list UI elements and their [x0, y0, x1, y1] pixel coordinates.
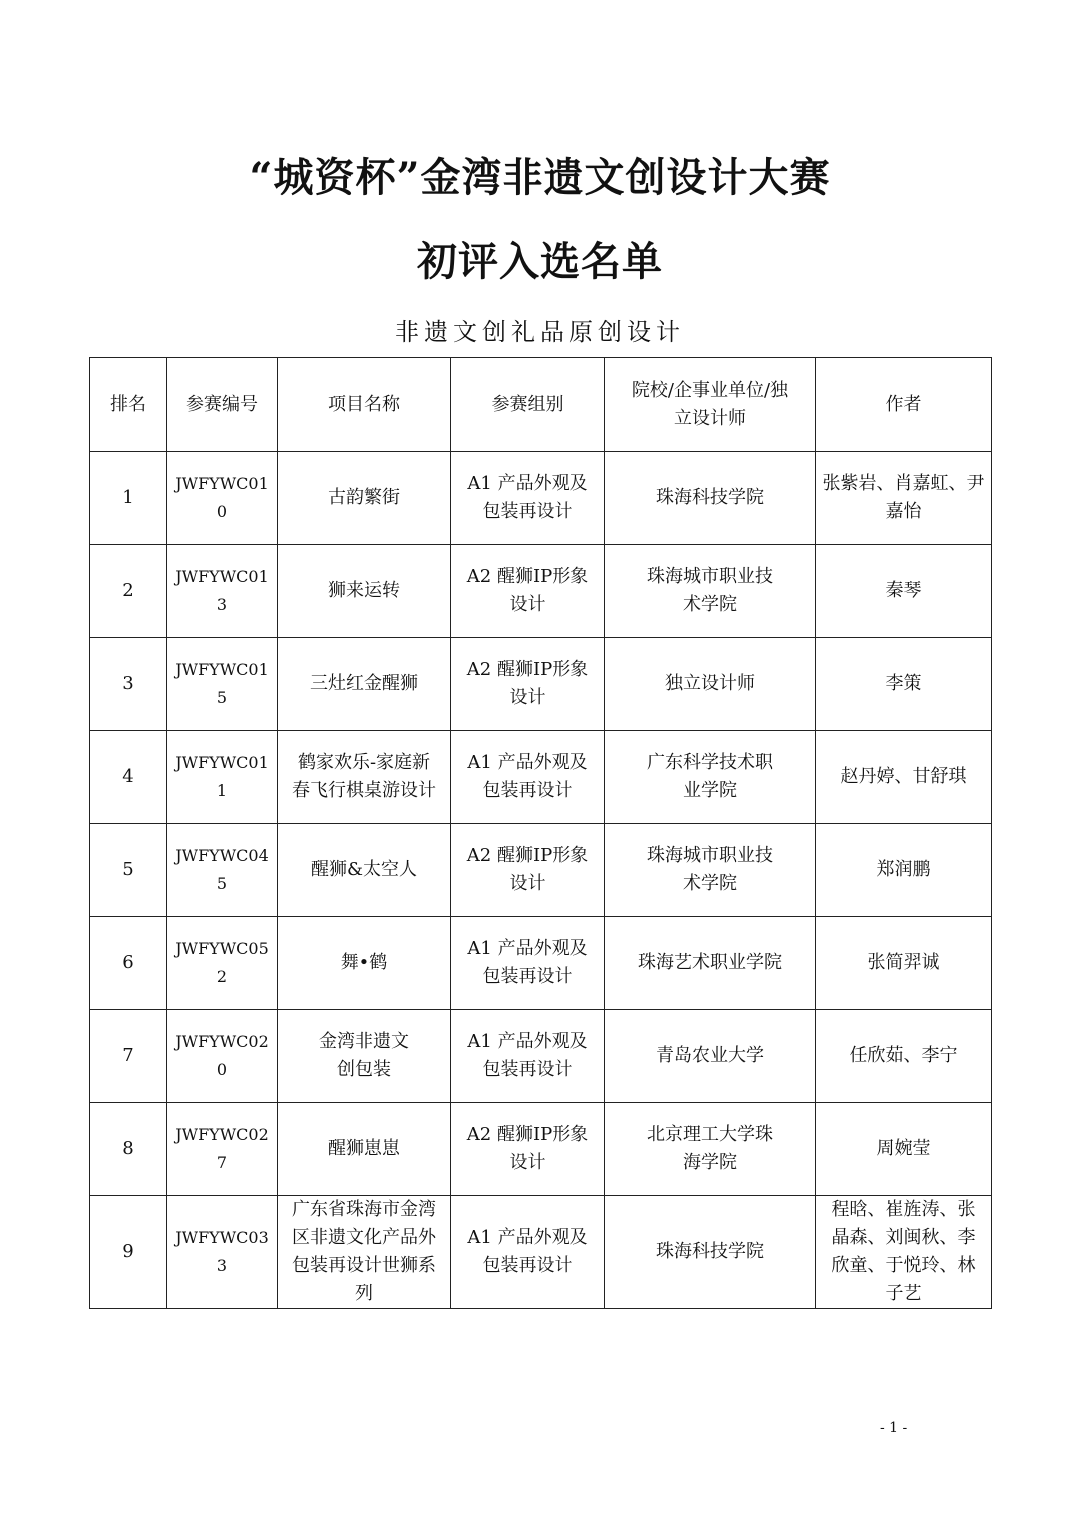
cell-code: JWFYWC010: [167, 452, 278, 545]
table-row: [90, 1196, 992, 1309]
cell-group: A1 产品外观及包装再设计: [451, 917, 605, 1010]
cell-project: 醒狮崽崽: [278, 1103, 451, 1196]
cell-institution: 珠海城市职业技术学院: [605, 824, 816, 917]
cell-rank: 9: [90, 1196, 167, 1309]
category-heading: 非遗文创礼品原创设计: [395, 318, 685, 346]
cell-author: 赵丹婷、甘舒琪: [816, 731, 992, 824]
cell-project: 古韵繁街: [278, 452, 451, 545]
cell-rank: 5: [90, 824, 167, 917]
cell-institution: 青岛农业大学: [605, 1010, 816, 1103]
cell-project: 广东省珠海市金湾区非遗文化产品外包装再设计世狮系列: [278, 1196, 451, 1309]
header-author: 作者: [816, 358, 992, 452]
cell-group: A1 产品外观及包装再设计: [451, 1196, 605, 1309]
table-row: [90, 1103, 992, 1196]
cell-institution: 珠海艺术职业学院: [605, 917, 816, 1010]
cell-rank: 3: [90, 638, 167, 731]
document-title: “城资杯”金湾非遗文创设计大赛: [249, 154, 831, 201]
cell-author: 郑润鹏: [816, 824, 992, 917]
cell-rank: 4: [90, 731, 167, 824]
table-row: [90, 638, 992, 731]
results-table: [89, 357, 992, 1309]
cell-rank: 8: [90, 1103, 167, 1196]
cell-rank: 1: [90, 452, 167, 545]
cell-group: A2 醒狮IP形象设计: [451, 824, 605, 917]
cell-institution: 广东科学技术职业学院: [605, 731, 816, 824]
header-project: 项目名称: [278, 358, 451, 452]
cell-author: 任欣茹、李宁: [816, 1010, 992, 1103]
table-row: [90, 452, 992, 545]
table-row: [90, 731, 992, 824]
document-subtitle: 初评入选名单: [417, 238, 663, 285]
cell-code: JWFYWC033: [167, 1196, 278, 1309]
cell-code: JWFYWC013: [167, 545, 278, 638]
table-header-row: [90, 358, 992, 452]
cell-project: 舞•鹤: [278, 917, 451, 1010]
cell-project: 金湾非遗文创包装: [278, 1010, 451, 1103]
cell-author: 李策: [816, 638, 992, 731]
cell-code: JWFYWC045: [167, 824, 278, 917]
cell-code: JWFYWC011: [167, 731, 278, 824]
table-row: [90, 545, 992, 638]
header-group: 参赛组别: [451, 358, 605, 452]
cell-group: A1 产品外观及包装再设计: [451, 452, 605, 545]
cell-institution: 珠海城市职业技术学院: [605, 545, 816, 638]
cell-project: 三灶红金醒狮: [278, 638, 451, 731]
cell-rank: 6: [90, 917, 167, 1010]
cell-project: 醒狮&太空人: [278, 824, 451, 917]
cell-rank: 7: [90, 1010, 167, 1103]
cell-project: 狮来运转: [278, 545, 451, 638]
cell-author: 程晗、崔旌涛、张晶森、刘闽秋、李欣童、于悦玲、林子艺: [816, 1196, 992, 1309]
cell-institution: 北京理工大学珠海学院: [605, 1103, 816, 1196]
cell-code: JWFYWC015: [167, 638, 278, 731]
cell-author: 张紫岩、肖嘉虹、尹嘉怡: [816, 452, 992, 545]
cell-group: A1 产品外观及包装再设计: [451, 1010, 605, 1103]
cell-author: 周婉莹: [816, 1103, 992, 1196]
cell-code: JWFYWC052: [167, 917, 278, 1010]
cell-code: JWFYWC020: [167, 1010, 278, 1103]
table-row: [90, 1010, 992, 1103]
page-number: - 1 -: [880, 1420, 908, 1436]
cell-group: A2 醒狮IP形象设计: [451, 1103, 605, 1196]
cell-group: A1 产品外观及包装再设计: [451, 731, 605, 824]
cell-author: 张简羿诚: [816, 917, 992, 1010]
header-institution: 院校/企事业单位/独立设计师: [605, 358, 816, 452]
header-code: 参赛编号: [167, 358, 278, 452]
cell-group: A2 醒狮IP形象设计: [451, 545, 605, 638]
table-row: [90, 917, 992, 1010]
cell-institution: 珠海科技学院: [605, 452, 816, 545]
cell-institution: 珠海科技学院: [605, 1196, 816, 1309]
table-row: [90, 824, 992, 917]
cell-code: JWFYWC027: [167, 1103, 278, 1196]
header-rank: 排名: [90, 358, 167, 452]
cell-institution: 独立设计师: [605, 638, 816, 731]
cell-group: A2 醒狮IP形象设计: [451, 638, 605, 731]
cell-author: 秦琴: [816, 545, 992, 638]
cell-rank: 2: [90, 545, 167, 638]
cell-project: 鹤家欢乐-家庭新春飞行棋桌游设计: [278, 731, 451, 824]
